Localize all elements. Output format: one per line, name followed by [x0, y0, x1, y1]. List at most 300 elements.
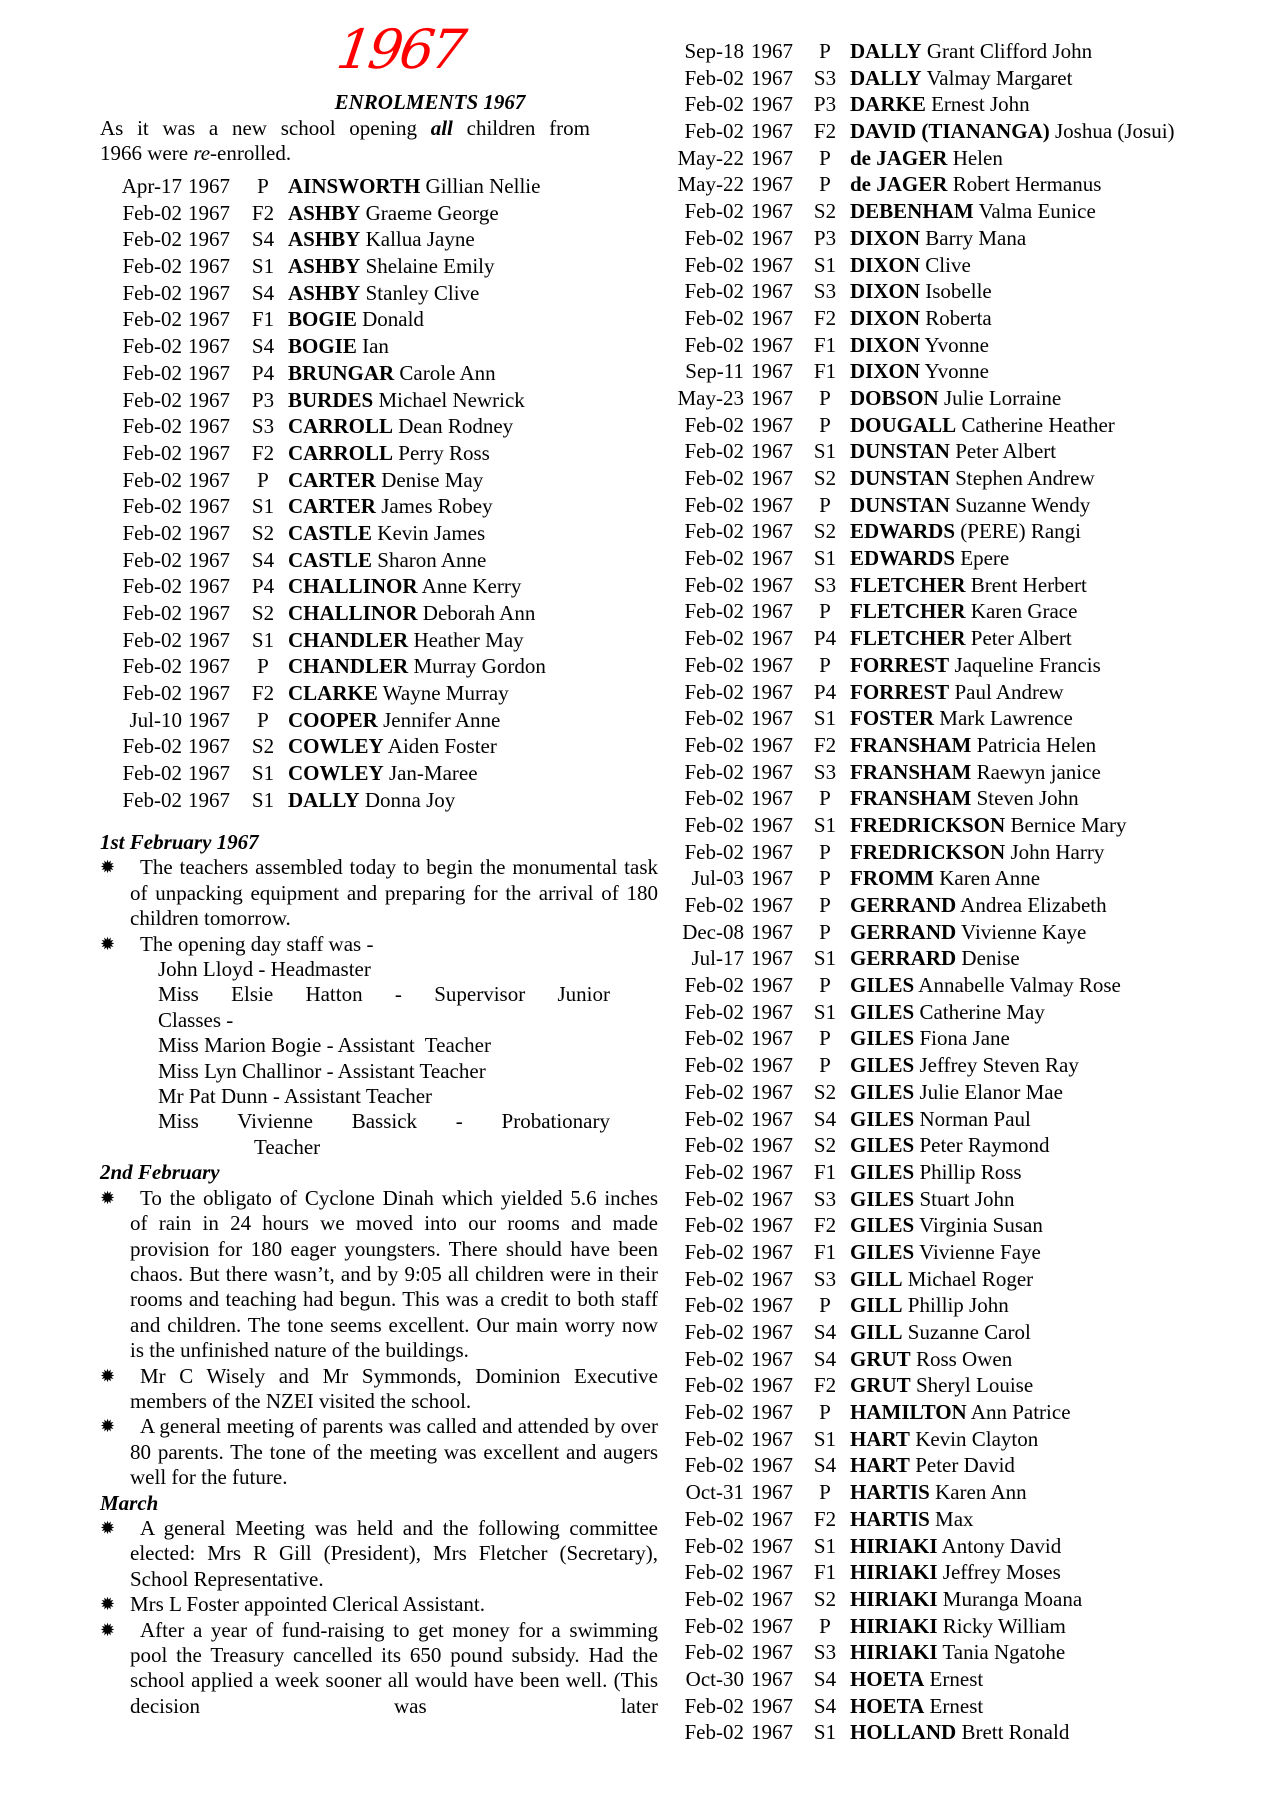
given-names: Perry Ross — [398, 440, 490, 465]
student-name — [850, 305, 992, 332]
enrol-year: 1967 — [751, 1453, 793, 1478]
enrol-year: 1967 — [751, 973, 793, 998]
surname: GILES — [850, 1106, 915, 1131]
journal-bullet — [100, 1516, 658, 1592]
enrolment-row — [100, 680, 660, 707]
surname: DIXON — [850, 252, 921, 277]
bullet-text: Mr C Wisely and Mr Symmonds, Dominion Executive members of the NZEI visited the school. — [130, 1363, 658, 1413]
given-names: Vivienne Kaye — [961, 919, 1087, 944]
starburst-bullet-icon: ✹ — [100, 1517, 116, 1538]
given-names: Virginia Susan — [919, 1213, 1043, 1238]
student-name — [850, 1559, 1061, 1586]
given-names: Graeme George — [365, 200, 499, 225]
given-names: Murray Gordon — [413, 654, 546, 679]
enrol-date: Feb-02 — [684, 812, 744, 837]
enrolment-row — [668, 385, 1268, 412]
class-code: S2 — [813, 1133, 837, 1158]
student-name — [850, 1052, 1079, 1079]
enrol-year: 1967 — [751, 412, 793, 437]
given-names: Carole Ann — [399, 360, 496, 385]
enrol-date: Feb-02 — [684, 1026, 744, 1051]
enrol-year: 1967 — [751, 679, 793, 704]
enrolment-row — [668, 625, 1268, 652]
class-code: S1 — [251, 494, 275, 519]
journal-bullet — [100, 932, 658, 957]
given-names: Suzanne Wendy — [955, 492, 1091, 517]
enrol-year: 1967 — [751, 1533, 793, 1558]
year-title: 1967 — [332, 18, 468, 81]
student-name — [288, 627, 524, 654]
enrol-year: 1967 — [188, 627, 230, 652]
enrol-year: 1967 — [751, 1613, 793, 1638]
student-name — [850, 1346, 1012, 1373]
given-names: Phillip John — [907, 1293, 1009, 1318]
class-code: F2 — [813, 119, 837, 144]
student-name — [850, 385, 1061, 412]
given-names: Julie Lorraine — [943, 385, 1062, 410]
class-code: F1 — [813, 359, 837, 384]
enrol-date: Feb-02 — [684, 1266, 744, 1291]
enrol-date: Feb-02 — [684, 1400, 744, 1425]
class-code: P3 — [813, 225, 837, 250]
surname: DIXON — [850, 225, 921, 250]
enrol-year: 1967 — [751, 519, 793, 544]
surname: GILES — [850, 1159, 915, 1184]
given-names: Ian — [362, 334, 389, 359]
student-name — [288, 787, 455, 814]
student-name — [850, 465, 1095, 492]
surname: BOGIE — [288, 334, 357, 359]
given-names: Valmay Margaret — [926, 65, 1073, 90]
given-names: Jaqueline Francis — [954, 652, 1101, 677]
student-name — [288, 280, 479, 307]
student-name — [850, 892, 1107, 919]
starburst-bullet-icon: ✹ — [100, 1365, 116, 1386]
given-names: Sheryl Louise — [915, 1373, 1034, 1398]
student-name — [850, 1319, 1031, 1346]
surname: HART — [850, 1426, 910, 1451]
enrolment-row — [100, 787, 660, 814]
student-name — [850, 1212, 1043, 1239]
enrolment-row — [668, 1613, 1268, 1640]
surname: HARTIS — [850, 1480, 930, 1505]
given-names: Shelaine Emily — [365, 254, 495, 279]
enrol-year: 1967 — [751, 145, 793, 170]
student-name — [288, 333, 389, 360]
enrolment-row — [668, 305, 1268, 332]
enrolment-row — [668, 1319, 1268, 1346]
surname: GILES — [850, 999, 915, 1024]
surname: CASTLE — [288, 547, 373, 572]
enrol-date: Feb-02 — [122, 574, 182, 599]
enrolment-row — [100, 253, 660, 280]
enrol-date: Feb-02 — [684, 572, 744, 597]
given-names: Epere — [960, 546, 1010, 571]
class-code: S1 — [813, 1533, 837, 1558]
enrol-date: Feb-02 — [684, 1373, 744, 1398]
surname: HIRIAKI — [850, 1586, 938, 1611]
bullet-text: A general meeting of parents was called and attended by over 80 parents. The tone of the meeting was excellent and augers well for the future. — [130, 1414, 658, 1490]
student-name — [850, 732, 1096, 759]
enrol-date: Feb-02 — [122, 734, 182, 759]
class-code: S1 — [813, 1426, 837, 1451]
class-code: S4 — [251, 547, 275, 572]
surname: HIRIAKI — [850, 1560, 938, 1585]
student-name — [850, 358, 989, 385]
class-code: P — [257, 174, 269, 198]
class-code: F1 — [813, 1159, 837, 1184]
surname: FOSTER — [850, 706, 935, 731]
enrolment-row — [668, 1025, 1268, 1052]
enrol-date: Feb-02 — [684, 786, 744, 811]
class-code: P — [257, 707, 269, 732]
enrol-year: 1967 — [751, 225, 793, 250]
enrol-year: 1967 — [751, 305, 793, 330]
enrolment-row — [668, 1452, 1268, 1479]
class-code: S2 — [251, 601, 275, 625]
enrol-date: Feb-02 — [122, 414, 182, 439]
enrol-date: Jul-03 — [691, 866, 744, 891]
class-code: S4 — [813, 1693, 837, 1718]
surname: DIXON — [850, 279, 921, 304]
enrolment-row — [668, 358, 1268, 385]
student-name — [850, 598, 1077, 625]
given-names: Aiden Foster — [387, 734, 497, 759]
class-code: P — [819, 839, 831, 864]
given-names: Karen Grace — [970, 599, 1078, 624]
enrol-year: 1967 — [188, 307, 230, 332]
student-name — [850, 1292, 1009, 1319]
surname: DIXON — [850, 359, 921, 384]
enrolment-row — [100, 440, 660, 467]
surname: GILES — [850, 1239, 915, 1264]
enrol-date: Feb-02 — [684, 1186, 744, 1211]
surname: GILL — [850, 1320, 903, 1344]
student-name — [288, 226, 475, 253]
given-names: Kevin Clayton — [915, 1426, 1039, 1451]
enrolment-row — [100, 333, 660, 360]
student-name — [288, 653, 546, 680]
class-code: S2 — [813, 1586, 837, 1611]
enrol-date: Feb-02 — [684, 492, 744, 517]
surname: CARROLL — [288, 440, 394, 465]
enrol-year: 1967 — [751, 65, 793, 90]
enrolment-row — [668, 171, 1268, 198]
given-names: Donna Joy — [364, 787, 456, 812]
given-names: Karen Anne — [939, 866, 1041, 891]
enrol-date: Feb-02 — [122, 440, 182, 465]
enrol-date: Feb-02 — [684, 1079, 744, 1104]
enrol-date: Feb-02 — [122, 627, 182, 652]
enrolment-row — [668, 1266, 1268, 1293]
student-name — [850, 839, 1104, 866]
bullet-text: Mrs L Foster appointed Clerical Assistant. — [130, 1592, 486, 1617]
enrol-year: 1967 — [751, 39, 793, 63]
enrol-date: Feb-02 — [122, 467, 182, 492]
enrol-year: 1967 — [188, 787, 230, 812]
enrol-year: 1967 — [751, 946, 793, 971]
surname: CASTLE — [288, 520, 373, 545]
starburst-bullet-icon: ✹ — [100, 1594, 116, 1615]
surname: BOGIE — [288, 307, 357, 332]
student-name — [850, 679, 1064, 706]
enrol-date: Feb-02 — [684, 1106, 744, 1131]
class-code: F2 — [813, 1506, 837, 1531]
given-names: Julie Elanor Mae — [919, 1079, 1063, 1104]
enrol-year: 1967 — [751, 1053, 793, 1078]
student-name — [850, 38, 1092, 65]
staff-line: John Lloyd - Headmaster — [158, 957, 371, 982]
given-names: Mark Lawrence — [939, 706, 1073, 731]
enrol-date: Feb-02 — [684, 839, 744, 864]
class-code: S2 — [251, 520, 275, 545]
intro-paragraph — [100, 116, 590, 166]
enrol-year: 1967 — [751, 385, 793, 410]
surname: COWLEY — [288, 734, 384, 759]
enrol-date: Feb-02 — [684, 225, 744, 250]
student-name — [850, 1719, 1069, 1746]
enrolment-row — [100, 733, 660, 760]
enrolment-row — [668, 1506, 1268, 1533]
enrol-year: 1967 — [751, 1693, 793, 1718]
student-name — [288, 600, 535, 627]
surname: GILES — [850, 1133, 915, 1158]
enrol-year: 1967 — [751, 1320, 793, 1344]
class-code: F2 — [813, 305, 837, 330]
class-code: P — [819, 599, 831, 624]
given-names: Brent Herbert — [970, 572, 1087, 597]
enrol-date: Feb-02 — [122, 787, 182, 812]
student-name — [850, 812, 1126, 839]
class-code: S3 — [813, 1266, 837, 1291]
given-names: Jan-Maree — [388, 761, 478, 786]
student-name — [850, 972, 1121, 999]
enrol-year: 1967 — [188, 280, 230, 305]
enrolment-row — [668, 492, 1268, 519]
journal-bullet — [100, 1186, 658, 1364]
surname: GILES — [850, 1213, 915, 1238]
enrolment-row — [668, 518, 1268, 545]
enrol-year: 1967 — [751, 1133, 793, 1158]
surname: GILL — [850, 1266, 903, 1291]
class-code: S1 — [251, 627, 275, 652]
intro-line-1: As it was a new school opening all children from — [100, 116, 590, 140]
student-name — [850, 118, 1175, 145]
class-code: P — [819, 492, 831, 517]
enrolment-row — [100, 520, 660, 547]
given-names: Patricia Helen — [976, 732, 1097, 757]
surname: GERRAND — [850, 893, 957, 917]
surname: HARTIS — [850, 1506, 930, 1531]
enrol-date: Feb-02 — [684, 1560, 744, 1585]
surname: FROMM — [850, 866, 934, 891]
enrol-year: 1967 — [751, 786, 793, 811]
given-names: Annabelle Valmay Rose — [918, 973, 1121, 998]
enrol-date: May-23 — [677, 385, 744, 410]
enrol-year: 1967 — [751, 732, 793, 757]
enrol-year: 1967 — [751, 1213, 793, 1238]
enrol-year: 1967 — [188, 681, 230, 706]
enrolment-row — [100, 226, 660, 253]
surname: COWLEY — [288, 761, 384, 786]
class-code: P — [819, 1480, 831, 1505]
enrolment-row — [100, 387, 660, 414]
class-code: P — [819, 893, 831, 917]
surname: GILES — [850, 1026, 915, 1051]
class-code: S2 — [813, 466, 837, 490]
enrol-date: Feb-02 — [684, 332, 744, 357]
surname: CARTER — [288, 494, 376, 519]
student-name — [850, 1079, 1063, 1106]
given-names: Stanley Clive — [365, 280, 480, 305]
enrol-year: 1967 — [751, 1720, 793, 1745]
student-name — [850, 332, 989, 359]
class-code: S4 — [251, 334, 275, 359]
surname: FLETCHER — [850, 626, 966, 651]
class-code: S1 — [813, 812, 837, 837]
student-name — [850, 1479, 1027, 1506]
enrol-date: Feb-02 — [684, 1293, 744, 1318]
surname: DUNSTAN — [850, 492, 950, 517]
class-code: P — [819, 39, 831, 63]
enrol-year: 1967 — [188, 360, 230, 385]
surname: HIRIAKI — [850, 1613, 938, 1638]
class-code: F2 — [251, 681, 275, 706]
student-name — [288, 573, 521, 600]
student-name — [288, 306, 424, 333]
enrol-year: 1967 — [751, 92, 793, 117]
enrol-year: 1967 — [751, 466, 793, 490]
student-name — [850, 1506, 974, 1533]
enrol-date: Feb-02 — [122, 494, 182, 519]
enrolment-row — [100, 547, 660, 574]
enrolment-row — [668, 759, 1268, 786]
surname: FRANSHAM — [850, 786, 972, 811]
class-code: S3 — [813, 65, 837, 90]
class-code: S1 — [813, 946, 837, 971]
enrol-year: 1967 — [751, 1106, 793, 1131]
given-names: Michael Newrick — [378, 387, 525, 412]
student-name — [850, 1159, 1022, 1186]
class-code: S1 — [813, 252, 837, 277]
class-code: S1 — [813, 706, 837, 731]
enrolment-row — [668, 1426, 1268, 1453]
student-name — [850, 492, 1090, 519]
class-code: S2 — [251, 734, 275, 759]
given-names: Vivienne Faye — [919, 1239, 1041, 1264]
given-names: Clive — [925, 252, 971, 277]
class-code: F2 — [813, 1213, 837, 1238]
enrolment-row — [668, 145, 1268, 172]
class-code: P — [819, 1400, 831, 1425]
enrol-year: 1967 — [188, 601, 230, 625]
given-names: Denise May — [381, 467, 484, 492]
staff-line: Miss Elsie Hatton - Supervisor Junior — [158, 982, 610, 1007]
student-name — [850, 1666, 983, 1693]
class-code: S2 — [813, 199, 837, 224]
class-code: P4 — [251, 360, 275, 385]
enrol-date: May-22 — [677, 145, 744, 170]
class-code: P — [819, 412, 831, 437]
enrolment-row — [100, 306, 660, 333]
given-names: Fiona Jane — [919, 1026, 1010, 1051]
given-names: Paul Andrew — [954, 679, 1064, 704]
given-names: Isobelle — [925, 279, 992, 304]
class-code: F1 — [813, 1560, 837, 1585]
given-names: Stuart John — [919, 1186, 1015, 1211]
enrolment-row — [668, 332, 1268, 359]
section-heading-feb2: 2nd February — [100, 1160, 220, 1185]
given-names: Suzanne Carol — [907, 1320, 1031, 1344]
enrol-date: Feb-02 — [122, 761, 182, 786]
surname: GERRAND — [850, 919, 957, 944]
surname: de JAGER — [850, 172, 948, 197]
student-name — [850, 278, 992, 305]
staff-line: Teacher — [254, 1134, 321, 1159]
student-name — [288, 440, 490, 467]
enrolment-row — [668, 572, 1268, 599]
surname: FRANSHAM — [850, 759, 972, 784]
enrol-year: 1967 — [188, 707, 230, 732]
given-names: Robert Hermanus — [952, 172, 1102, 197]
enrol-date: May-22 — [677, 172, 744, 197]
enrolment-row — [668, 1372, 1268, 1399]
surname: GILES — [850, 1053, 915, 1078]
journal-bullet — [100, 1618, 658, 1720]
enrol-date: Sep-11 — [685, 359, 744, 384]
class-code: P — [819, 1026, 831, 1051]
given-names: Denise — [961, 946, 1020, 971]
surname: ASHBY — [288, 227, 361, 252]
enrol-date: Feb-02 — [684, 973, 744, 998]
enrolment-list-left — [100, 173, 660, 814]
enrol-date: Feb-02 — [122, 307, 182, 332]
enrolment-row — [100, 627, 660, 654]
journal-entries — [100, 830, 658, 1719]
starburst-bullet-icon: ✹ — [100, 1416, 116, 1437]
enrol-date: Feb-02 — [122, 254, 182, 279]
enrol-year: 1967 — [188, 494, 230, 519]
enrol-date: Feb-02 — [684, 1586, 744, 1611]
given-names: Bernice Mary — [1010, 812, 1127, 837]
section-heading-feb1: 1st February 1967 — [100, 830, 259, 854]
given-names: Dean Rodney — [398, 414, 514, 439]
given-names: Valma Eunice — [978, 199, 1096, 224]
student-name — [850, 572, 1087, 599]
enrolment-row — [668, 1186, 1268, 1213]
enrolment-row — [668, 65, 1268, 92]
given-names: Donald — [362, 307, 424, 332]
class-code: S4 — [813, 1346, 837, 1371]
surname: ASHBY — [288, 280, 361, 305]
given-names: (PERE) Rangi — [960, 519, 1082, 544]
enrolment-row — [668, 1639, 1268, 1666]
section-heading-march: March — [100, 1490, 159, 1515]
class-code: S3 — [813, 1186, 837, 1211]
enrol-date: Oct-31 — [685, 1480, 744, 1505]
journal-bullet — [100, 1414, 658, 1490]
enrol-year: 1967 — [751, 332, 793, 357]
enrol-year: 1967 — [751, 1506, 793, 1531]
enrol-date: Feb-02 — [684, 439, 744, 464]
enrolment-row — [100, 493, 660, 520]
enrol-date: Feb-02 — [684, 679, 744, 704]
surname: CHANDLER — [288, 627, 409, 652]
enrol-year: 1967 — [188, 734, 230, 759]
surname: FLETCHER — [850, 572, 966, 597]
given-names: Yvonne — [924, 332, 989, 357]
student-name — [850, 1533, 1061, 1560]
